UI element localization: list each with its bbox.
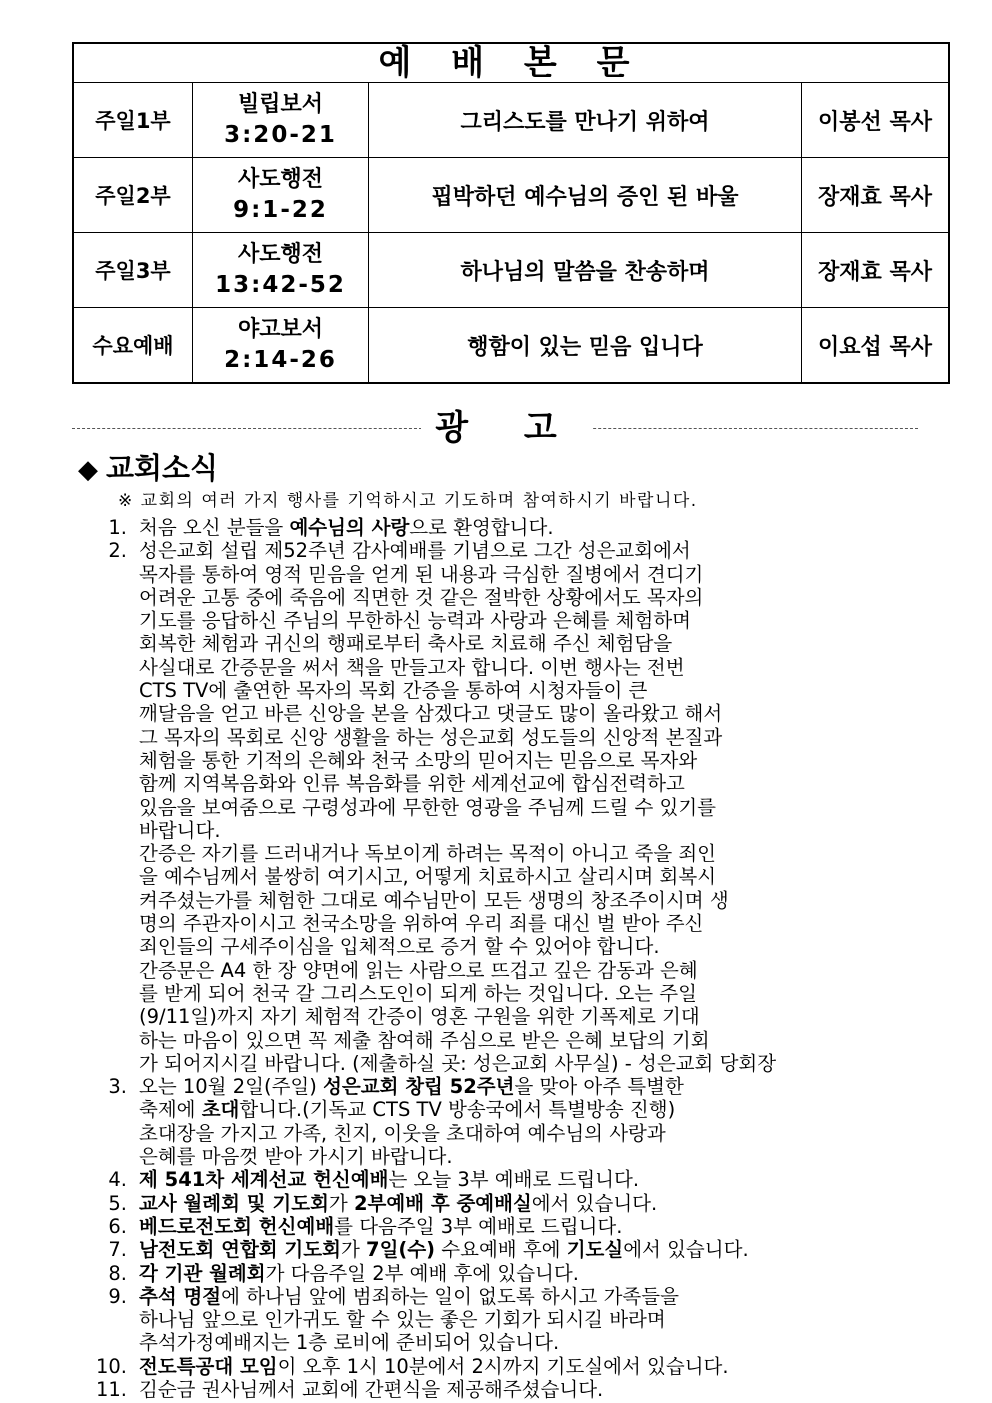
item-number: 4. xyxy=(108,1168,127,1192)
sermon-title: 하나님의 말씀을 찬송하며 xyxy=(369,233,802,308)
worship-table xyxy=(72,42,950,384)
preacher-name: 장재효 목사 xyxy=(802,158,950,233)
item-text: 김순금 권사님께서 교회에 간편식을 제공해주셨습니다. xyxy=(139,1377,604,1401)
item-text: 전도특공대 모임이 오후 1시 10분에서 2시까지 기도실에서 있습니다. xyxy=(139,1354,729,1378)
list-item xyxy=(72,1168,942,1191)
list-item xyxy=(72,516,942,539)
item-number: 10. xyxy=(95,1354,127,1378)
item-number: 2. xyxy=(108,539,127,563)
item-text: 성은교회 설립 제52주년 감사예배를 기념으로 그간 성은교회에서 목자를 통하여 영적 믿음을 얻게 된 내용과 극심한 질병에서 견디기 어려운 고통 중에 죽음에 직면한 것 같은 절박한 상황에서도 목자의 기도를 응답하신 주님의 무한하신 능력과 사랑과 은혜를 체험하며 회복한 체험과 귀신의 행패로부터 축사로 치료해 주신 체험담을 사실대로 간증문을 써서 책을 만들고자 합니다. 이번 행사는 전번 CTS TV에 출연한 목자의 목회 간증을 통하여 시청자들이 큰 깨달음을 얻고 바른 신앙을 본을 삼겠다고 댓글도 많이 올라왔고 해서 그 목자의 목회로 신앙 생활을 하는 성은교회 성도들의 신앙적 본질과 체험을 통한 기적의 은혜와 천국 소망의 믿어지는 믿음으로 목자와 함께 지역복음화와 인류 복음화를 위한 세계선교에 합심전력하고 있음을 보여줌으로 구령성과에 무한한 영광을 주님께 드릴 수 있기를 바랍니다. 간증은 자기를 드러내거나 독보이게 하려는 목적이 아니고 죽을 죄인 을 예수님께서 불쌍히 여기시고, 어떻게 치료하시고 살리시며 회복시 켜주셨는가를 체험한 그대로 예수님만이 모든 생명의 창조주이시며 생 명의 주관자이시고 천국소망을 위하여 우리 죄를 대신 벌 받아 주신 죄인들의 구세주이심을 입체적으로 증거 할 수 있어야 합니다. 간증문은 A4 한 장 양면에 읽는 사람으로 뜨겁고 깊은 감동과 은혜 를 받게 되어 천국 갈 그리스도인이 되게 하는 것입니다. 오는 주일 (9/11일)까지 자기 체험적 간증이 영혼 구원을 위한 기폭제로 기대 하는 마음이 있으면 꼭 제출 참여해 주심으로 받은 은혜 보답의 기회 가 되어지시길 바랍니다. (제출하실 곳: 성은교회 사무실) - 성은교회 당회장 xyxy=(139,539,777,1075)
item-text: 제 541차 세계선교 헌신예배는 오늘 3부 예배로 드립니다. xyxy=(139,1168,640,1192)
item-text: 베드로전도회 헌신예배를 다음주일 3부 예배로 드립니다. xyxy=(139,1214,623,1238)
item-number: 8. xyxy=(108,1261,127,1285)
item-text: 오는 10월 2일(주일) 성은교회 창립 52주년을 맞아 아주 특별한 축제에 초대합니다.(기독교 CTS TV 방송국에서 특별방송 진행) 초대장을 가지고 가족, 친지, 이웃을 초대하여 예수님의 사랑과 은혜를 마음껏 받아 가시기 바랍니다. xyxy=(139,1075,684,1169)
list-item xyxy=(72,1262,942,1285)
list-item xyxy=(72,1285,942,1355)
scripture-verse: 9:1-22 xyxy=(233,197,328,223)
section-heading: ◆ 교회소식 xyxy=(78,451,219,485)
scripture-verse: 2:14-26 xyxy=(224,347,337,373)
list-item xyxy=(72,1192,942,1215)
preacher-name: 장재효 목사 xyxy=(802,233,950,308)
section-note: ※ 교회의 여러 가지 행사를 기억하시고 기도하며 참여하시기 바랍니다. xyxy=(118,491,698,511)
list-item xyxy=(72,1355,942,1378)
item-number: 7. xyxy=(108,1238,127,1262)
scripture-ref xyxy=(193,308,369,384)
item-number: 9. xyxy=(108,1284,127,1308)
item-text: 교사 월례회 및 기도회가 2부예배 후 중예배실에서 있습니다. xyxy=(139,1191,658,1215)
preacher-name: 이봉선 목사 xyxy=(802,83,950,158)
service-name: 주일1부 xyxy=(73,83,193,158)
list-item xyxy=(72,1215,942,1238)
sermon-title: 핍박하던 예수님의 증인 된 바울 xyxy=(369,158,802,233)
item-number: 1. xyxy=(108,516,127,539)
list-item xyxy=(72,539,942,1075)
worship-row xyxy=(73,83,949,158)
scripture-verse: 13:42-52 xyxy=(215,272,346,298)
item-number: 6. xyxy=(108,1214,127,1238)
item-number: 11. xyxy=(95,1377,127,1401)
worship-row xyxy=(73,233,949,308)
item-number: 3. xyxy=(108,1075,127,1099)
scripture-ref xyxy=(193,233,369,308)
list-item xyxy=(72,1238,942,1261)
sermon-title: 행함이 있는 믿음 입니다 xyxy=(369,308,802,384)
scripture-ref xyxy=(193,158,369,233)
service-name: 수요예배 xyxy=(73,308,193,384)
item-text: 처음 오신 분들을 예수님의 사랑으로 환영합니다. xyxy=(139,516,554,539)
worship-row xyxy=(73,308,949,384)
item-text: 남전도회 연합회 기도회가 7일(수) 수요예배 후에 기도실에서 있습니다. xyxy=(139,1238,749,1262)
scripture-book: 빌립보서 xyxy=(237,92,323,117)
diamond-icon: ◆ xyxy=(78,455,98,485)
scripture-ref xyxy=(193,83,369,158)
item-text: 각 기관 월례회가 다음주일 2부 예배 후에 있습니다. xyxy=(139,1261,579,1285)
item-number: 5. xyxy=(108,1191,127,1215)
list-item xyxy=(72,1378,942,1401)
preacher-name: 이요섭 목사 xyxy=(802,308,950,384)
scripture-verse: 3:20-21 xyxy=(224,122,337,148)
scripture-book: 야고보서 xyxy=(237,317,323,342)
scripture-book: 사도행전 xyxy=(237,242,323,267)
worship-row xyxy=(73,158,949,233)
announcements-heading: 광 고 xyxy=(0,400,992,449)
service-name: 주일2부 xyxy=(73,158,193,233)
worship-table-title: 예 배 본 문 xyxy=(73,43,949,83)
announcement-list xyxy=(72,516,942,1401)
service-name: 주일3부 xyxy=(73,233,193,308)
list-item xyxy=(72,1075,942,1168)
sermon-title: 그리스도를 만나기 위하여 xyxy=(369,83,802,158)
item-text: 추석 명절에 하나님 앞에 범죄하는 일이 없도록 하시고 가족들을 하나님 앞으로 인가귀도 할 수 있는 좋은 기회가 되시길 바라며 추석가정예배지는 1층 로비에 준비되어 있습니다. xyxy=(139,1284,679,1355)
scripture-book: 사도행전 xyxy=(237,167,323,192)
